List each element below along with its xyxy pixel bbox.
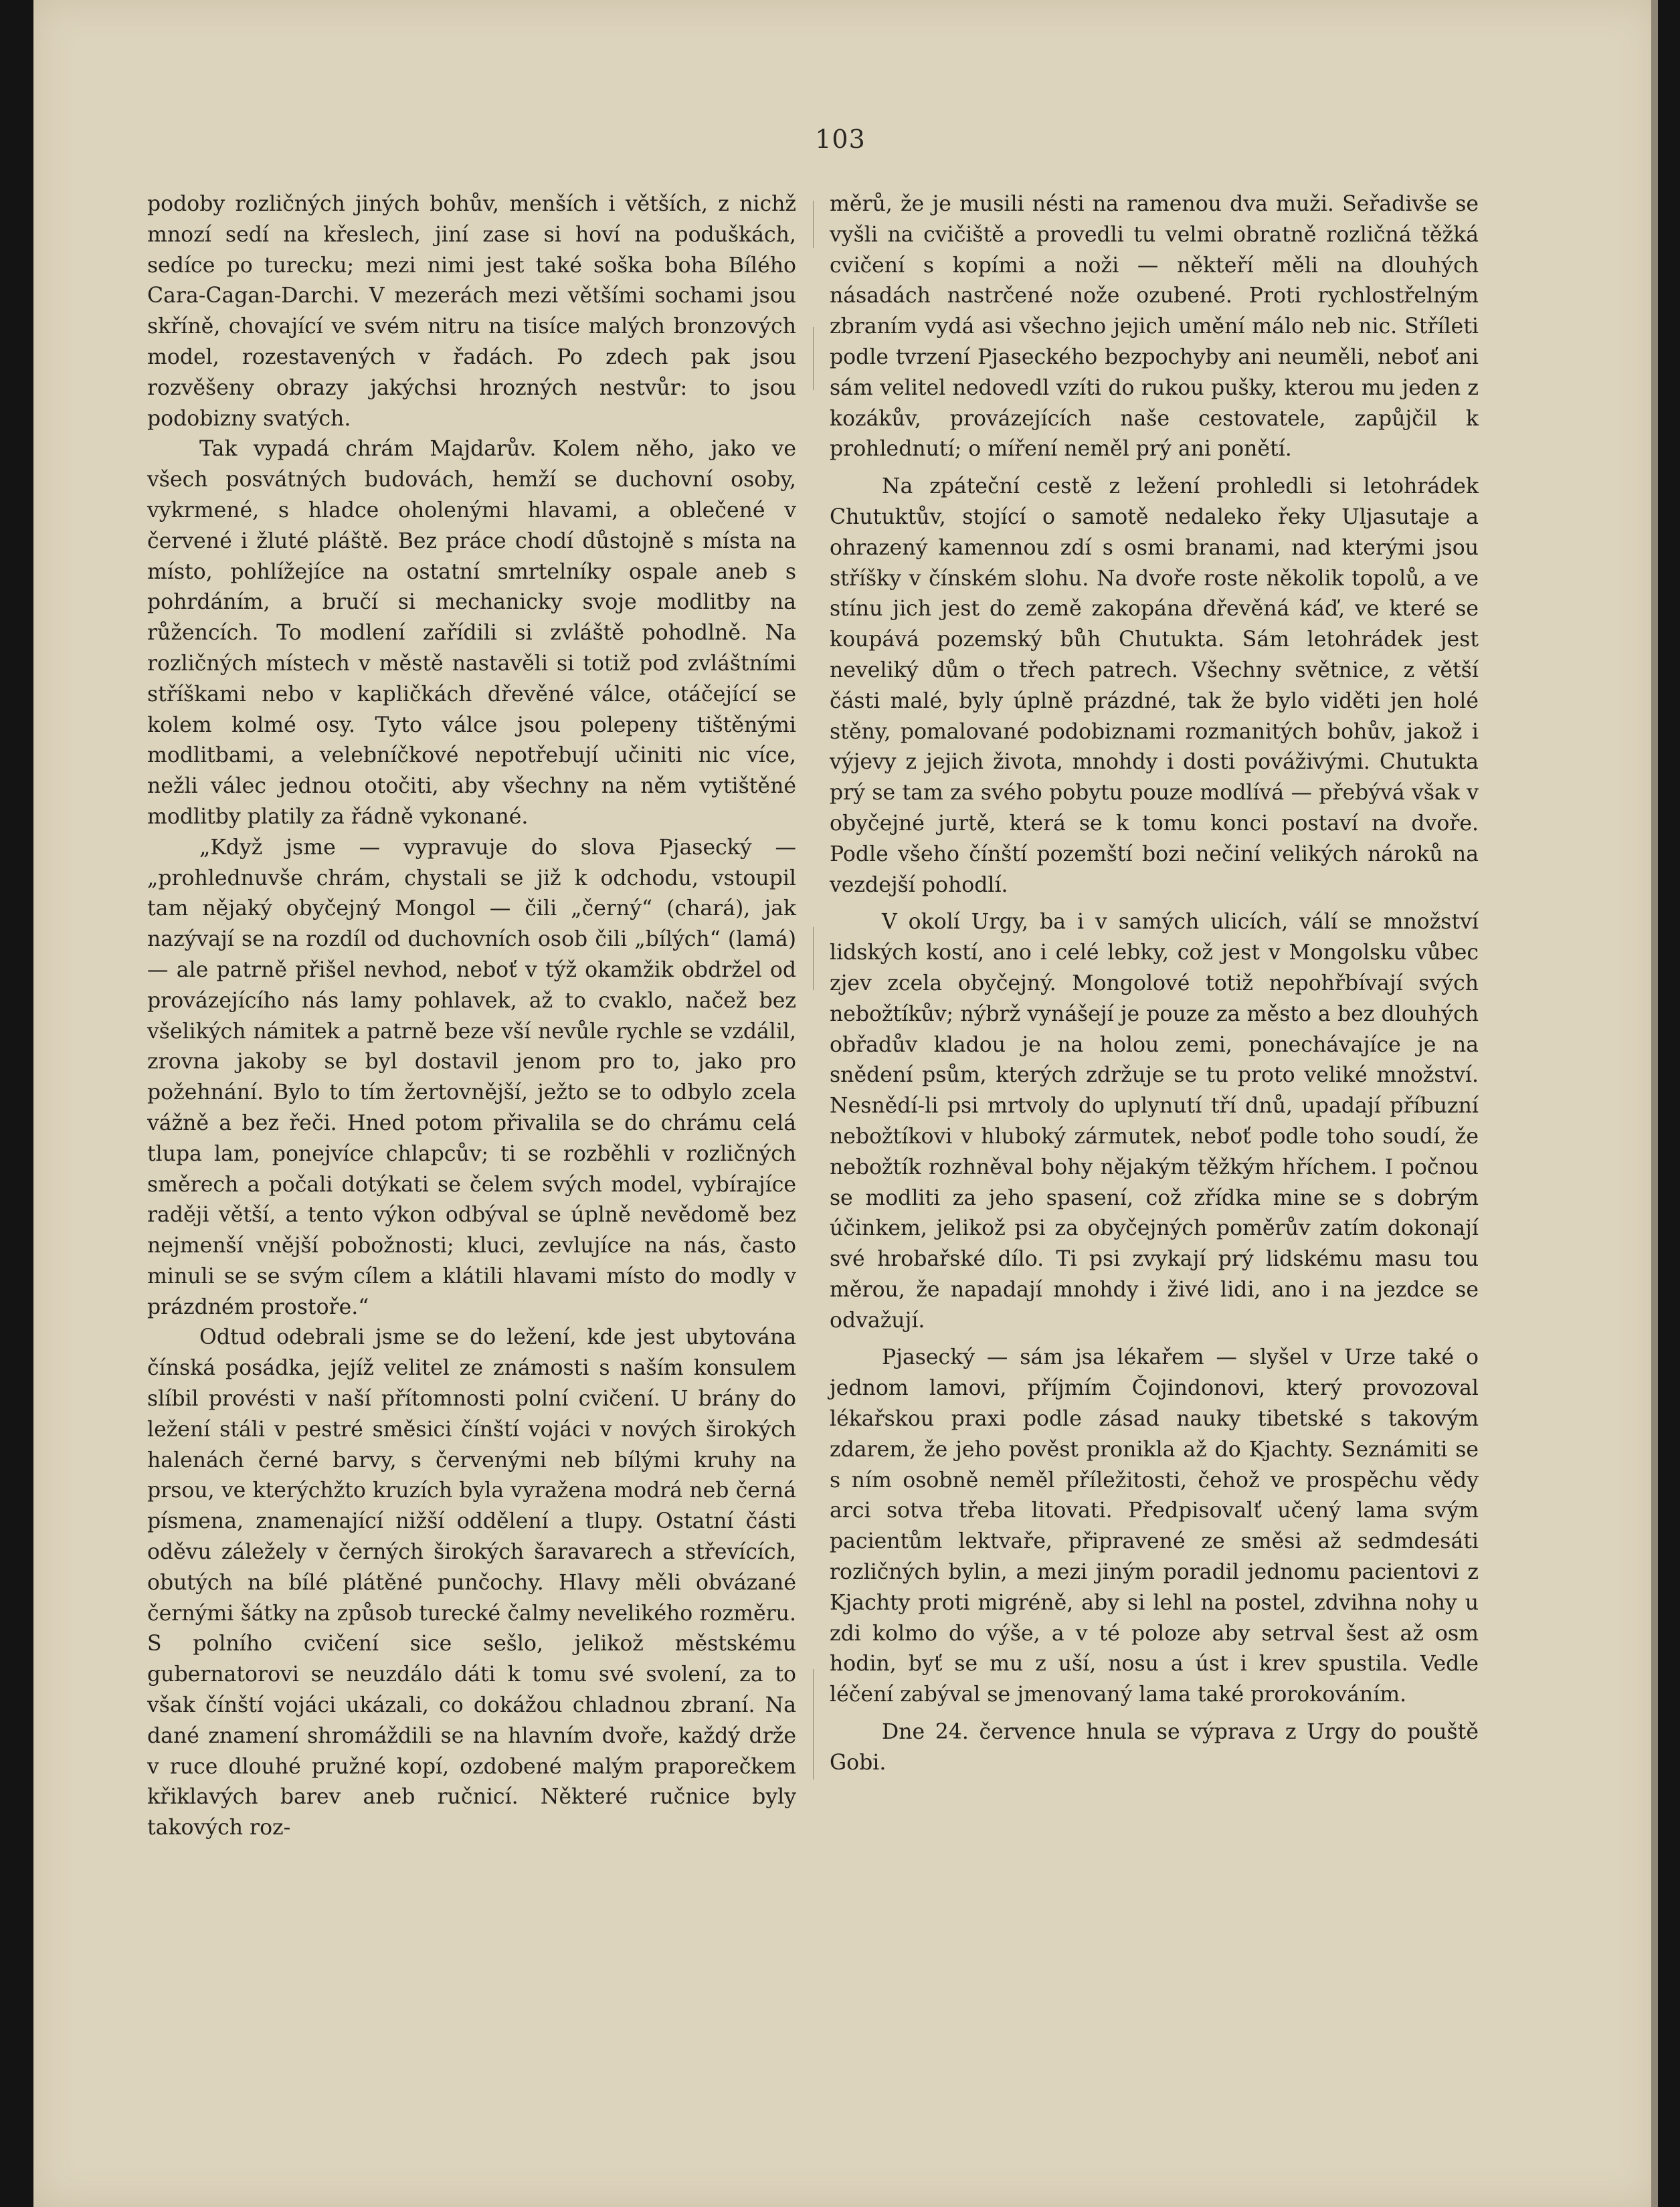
paragraph: „Když jsme — vypravuje do slova Pjasecký — „prohlednuvše chrám, chystali se již k odchodu, vstoupil tam nějaký obyčejný Mongol — čili „černý“ (chará), jak nazývají se na rozdíl od duchovních osob čili „bílých“ (lamá) — ale patrně přišel nevhod, neboť v týž okamžik obdržel od provázejícího nás lamy pohlavek, až to cvaklo, načež bez všelikých námitek a patrně beze vší nevůle rychle se vzdálil, zrovna jakoby se byl dostavil jenom pro to, jako pro požehnání. Bylo to tím žertovnější, ježto se to odbylo zcela vážně a bez řeči. Hned potom přivalila se do chrámu celá tlupa lam, ponejvíce chlapcův; ti se rozběhli v rozličných směrech a počali dotýkati se čelem svých model, vybírajíce raději větší, a tento výkon odbýval se úplně nevědomě bez nejmenší vnější pobožnosti; kluci, zevlujíce na nás, často minuli se se svým cílem a klátili hlavami místo do modly v prázdném prostoře.“	[147, 835, 796, 1319]
paragraph: Odtud odebrali jsme se do ležení, kde jest ubytována čínská posádka, jejíž velitel ze známosti s naším konsulem slíbil provésti v naší přítomnosti polní cvičení. U brány do ležení stáli v pestré směsici čínští vojáci v nových širokých halenách černé barvy, s červenými neb bílými kruhy na prsou, ve kterýchžto kruzích byla vyražena modrá neb černá písmena, znamenající nižší oddělení a tlupy. Ostatní části oděvu záležely v černých širokých šaravarech a střevících, obutých na bílé plátěné punčochy. Hlavy měli obvázané černými šátky na způsob turecké čalmy nevelikého rozměru. S polního cvičení sice sešlo, jelikož městskému gubernatorovi se neuzdálo dáti k tomu své svolení, za to však čínští vojáci ukázali, co dokážou chladnou zbraní. Na dané znamení shromáždili se na hlavním dvoře, každý drže v ruce dlouhé pružné kopí, ozdobené malým praporečkem křiklavých barev aneb ručnicí. Některé ručnice byly takových roz-	[147, 1325, 796, 1840]
scanned-page	[33, 0, 1658, 2207]
paragraph: Dne 24. července hnula se výprava z Urgy do pouště Gobi.	[830, 1720, 1479, 1775]
paragraph: Pjasecký — sám jsa lékařem — slyšel v Urze také o jednom lamovi, příjmím Čojindonovi, který provozoval lékařskou praxi podle zásad nauky tibetské s takovým zdarem, že jeho pověst pronikla až do Kjachty. Seznámiti se s ním osobně neměl příležitosti, čehož ve prospěchu vědy arci sotva třeba litovati. Předpisovalť učený lama svým pacientům lektvaře, připravené ze směsi až sedmdesáti rozličných bylin, a mezi jiným poradil jednomu pacientovi z Kjachty proti migréně, aby si lehl na postel, zdvihna nohy u zdi kolmo do výše, a v té poloze aby setrval šest až osm hodin, byť se mu z uší, nosu a úst i krev spustila. Vedle léčení zabýval se jmenovaný lama také prorokováním.	[830, 1345, 1479, 1707]
paragraph: Tak vypadá chrám Majdarův. Kolem něho, jako ve všech posvátných budovách, hemží se duchovní osoby, vykrmené, s hladce oholenými hlavami, a oblečené v červené i žluté pláště. Bez práce chodí důstojně s místa na místo, pohlížejíce na ostatní smrtelníky ospale aneb s pohrdáním, a bručí si mechanicky svoje modlitby na růžencích. To modlení zařídili si zvláště pohodlně. Na rozličných místech v městě nastavěli si totiž pod zvláštními stříškami nebo v kapličkách dřevěné válce, otáčející se kolem kolmé osy. Tyto válce jsou polepeny tištěnými modlitbami, a velebníčkové nepotřebují učiniti nic více, nežli válec jednou otočiti, aby všechny na něm vytištěné modlitby platily za řádně vykonané.	[147, 437, 796, 829]
paragraph: V okolí Urgy, ba i v samých ulicích, válí se množství lidských kostí, ano i celé lebky, což jest v Mongolsku vůbec zjev zcela obyčejný. Mongolové totiž nepohřbívají svých nebožtíkův; nýbrž vynášejí je pouze za město a bez dlouhých obřadův kladou je na holou zemi, ponechávajíce je na snědení psům, kterých zdržuje se tu proto veliké množství. Nesnědí-li psi mrtvoly do uplynutí tří dnů, upadají příbuzní nebožtíkovi v hluboký zármutek, neboť podle toho soudí, že nebožtík rozhněval bohy nějakým těžkým hříchem. I počnou se modliti za jeho spasení, což zřídka mine se s dobrým účinkem, jelikož psi za obyčejných poměrův zatím dokonají své hrobařské dílo. Ti psi zvykají prý lidskému masu tou měrou, že napadají mnohdy i živé lidi, ano i na jezdce se odvažují.	[830, 910, 1479, 1333]
page-number: 103	[815, 124, 866, 154]
left-text-column	[147, 189, 796, 1844]
paragraph: měrů, že je musili nésti na ramenou dva muži. Seřadivše se vyšli na cvičiště a provedli tu velmi obratně rozličná těžká cvičení s kopími a noži — někteří měli na dlouhých násadách nastrčené nože ozubené. Proti rychlostřelným zbraním vydá asi všechno jejich umění málo neb nic. Stříleti podle tvrzení Pjaseckého bezpochyby ani neuměli, neboť ani sám velitel nedovedl vzíti do rukou pušky, kterou mu jeden z kozákův, provázejících naše cestovatele, zapůjčil k prohlednutí; o míření neměl prý ani ponětí.	[830, 192, 1479, 462]
paragraph: podoby rozličných jiných bohův, menších i větších, z nichž mnozí sedí na křeslech, jiní zase si hoví na poduškách, sedíce po turecku; mezi nimi jest také soška boha Bílého Cara-Cagan-Darchi. V mezerách mezi většími sochami jsou skříně, chovající ve svém nitru na tisíce malých bronzových model, rozestavených v řadách. Po zdech pak jsou rozvěšeny obrazy jakýchsi hrozných nestvůr: to jsou podobizny svatých.	[147, 192, 796, 431]
column-divider	[813, 201, 814, 1780]
paragraph: Na zpáteční cestě z ležení prohledli si letohrádek Chutuktův, stojící o samotě nedaleko řeky Uljasutaje a ohrazený kamennou zdí s osmi branami, nad kterými jsou stříšky v čínském slohu. Na dvoře roste několik topolů, a ve stínu jich jest do země zakopána dřevěná káď, ve které se koupává pozemský bůh Chutukta. Sám letohrádek jest neveliký dům o třech patrech. Všechny světnice, z větší části malé, byly úplně prázdné, tak že bylo viděti jen holé stěny, pomalované podobiznami rozmanitých bohův, jakož i výjevy z jejich života, mnohdy i dosti pováživými. Chutukta prý se tam za svého pobytu pouze modlívá — přebývá však v obyčejné jurtě, která se k tomu konci postaví na dvoře. Podle všeho čínští pozemští bozi nečiní velikých nároků na vezdejší pohodlí.	[830, 474, 1479, 897]
right-text-column	[830, 189, 1479, 1779]
page-edge	[1651, 0, 1658, 2207]
